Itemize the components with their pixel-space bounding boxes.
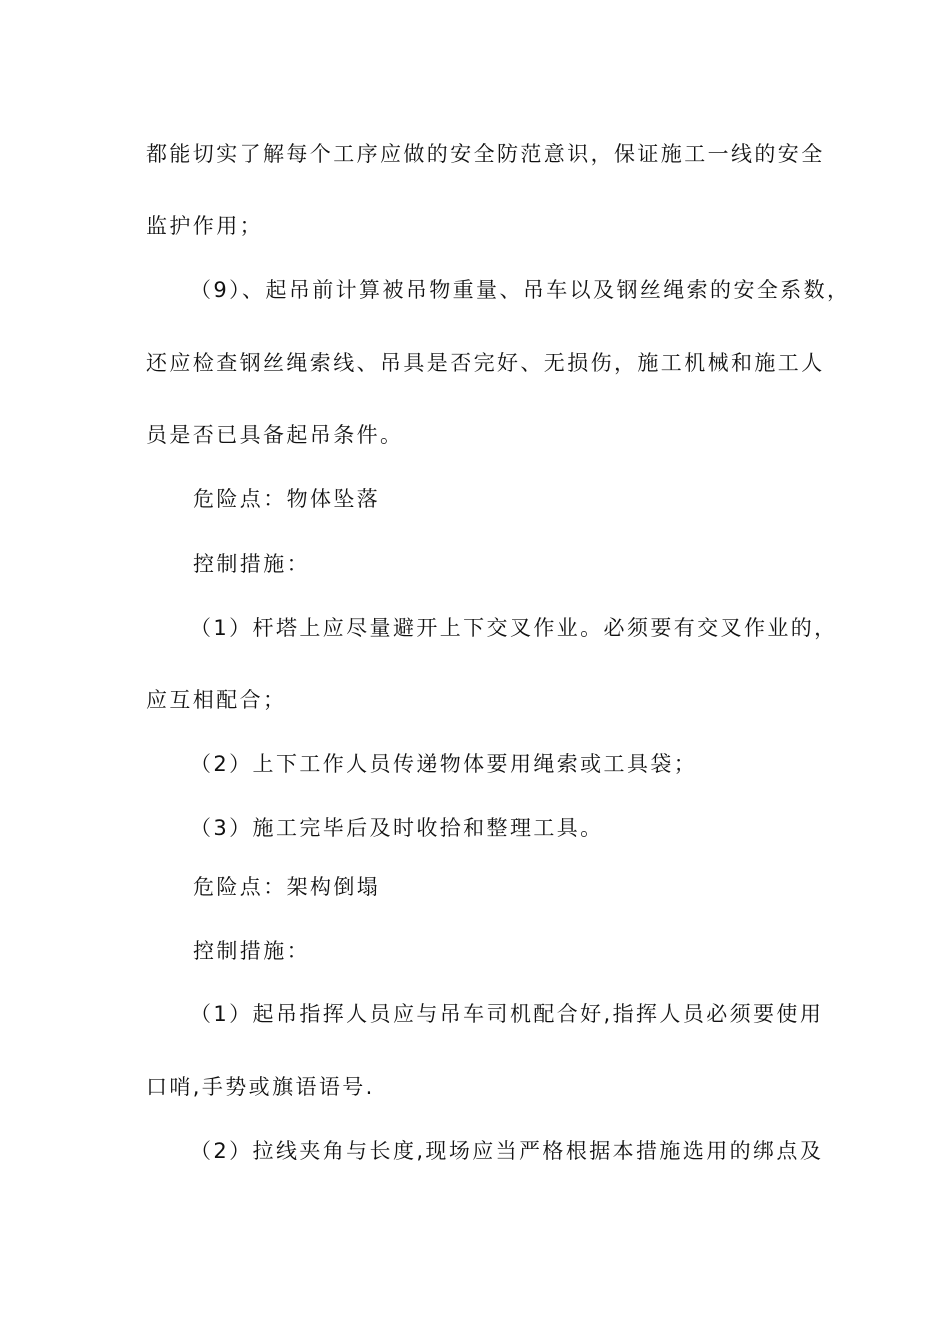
text-line-16: （2）拉线夹角与长度,现场应当严格根据本措施选用的绑点及 <box>190 1139 824 1163</box>
text-line-11: （3）施工完毕后及时收拾和整理工具。 <box>190 816 604 840</box>
text-line-15: 口哨,手势或旗语语号. <box>146 1075 375 1099</box>
section-heading-falling-objects: 危险点：物体坠落 <box>193 487 381 511</box>
control-measures-label-1: 控制措施： <box>193 552 310 576</box>
control-measures-label-2: 控制措施： <box>193 939 310 963</box>
text-line-14: （1）起吊指挥人员应与吊车司机配合好,指挥人员必须要使用 <box>190 1002 824 1026</box>
text-line-8: （1）杆塔上应尽量避开上下交叉作业。必须要有交叉作业的， <box>190 616 838 640</box>
text-line-9: 应互相配合； <box>146 688 287 712</box>
text-line-4: 还应检查钢丝绳索线、吊具是否完好、无损伤，施工机械和施工人 <box>146 351 825 375</box>
text-line-3: （9）、起吊前计算被吊物重量、吊车以及钢丝绳索的安全系数， <box>190 278 851 302</box>
section-heading-structure-collapse: 危险点：架构倒塌 <box>193 875 381 899</box>
text-line-2: 监护作用； <box>146 214 263 238</box>
text-line-1: 都能切实了解每个工序应做的安全防范意识，保证施工一线的安全 <box>146 142 825 166</box>
text-line-10: （2）上下工作人员传递物体要用绳索或工具袋； <box>190 752 698 776</box>
text-line-5: 员是否已具备起吊条件。 <box>146 423 404 447</box>
